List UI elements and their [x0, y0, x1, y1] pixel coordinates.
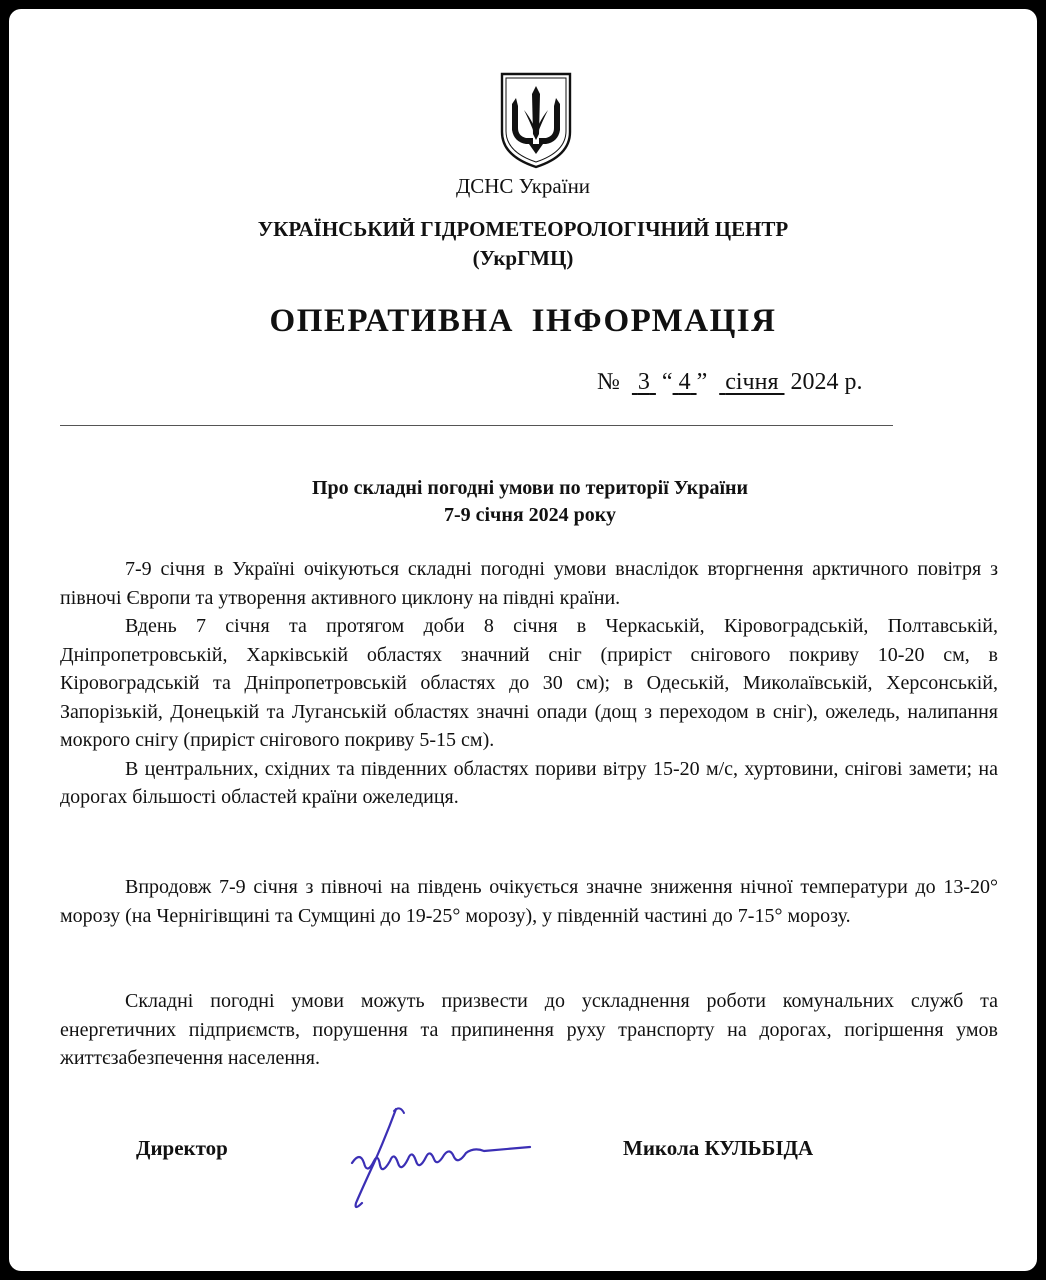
body-paragraph-4: Впродовж 7-9 січня з півночі на південь очікується значне зниження нічної температури до 13-20° морозу (на Чернігівщині та Сумщині до 19-25° морозу), у південній частині до 7-15° морозу.: [60, 876, 998, 927]
document-page: [9, 9, 1037, 1271]
signer-title: Директор: [136, 1136, 228, 1160]
document-title: ОПЕРАТИВНА ІНФОРМАЦІЯ: [269, 303, 777, 339]
document-number-line: № 3 “ 4 ” січня 2024 р.: [597, 369, 863, 395]
document-year: 2024 р.: [790, 369, 863, 395]
signer-name: Микола КУЛЬБІДА: [623, 1136, 814, 1160]
organization-block: [9, 215, 1037, 273]
subject-line-1: Про складні погодні умови по території України: [311, 477, 749, 499]
body-section-1: [60, 555, 998, 812]
body-section-3: [60, 987, 998, 1073]
header-divider: [60, 425, 893, 426]
body-paragraph-3: В центральних, східних та південних областях пориви вітру 15-20 м/с, хуртовини, снігові замети; на дорогах більшості областей країни ожеледиця.: [60, 757, 998, 808]
body-paragraph-5: Складні погодні умови можуть призвести до ускладнення роботи комунальних служб та енергетичних підприємств, порушення та припинення руху транспорту на дорогах, погіршення умов життєзабезпечення населення.: [60, 990, 998, 1069]
organization-name: УКРАЇНСЬКИЙ ГІДРОМЕТЕОРОЛОГІЧНИЙ ЦЕНТР: [257, 217, 789, 241]
body-section-2: [60, 873, 998, 930]
document-month: січня: [725, 369, 779, 395]
organization-abbreviation: (УкрГМЦ): [472, 246, 574, 270]
body-paragraph-2: Вдень 7 січня та протягом доби 8 січня в Черкаській, Кіровоградській, Полтавській, Дніпропетровській, Харківській областях значний сніг (приріст снігового покриву 10-20 см, в Кіровоградській та Дніпропетровській областях до 30 см); в Одеській, Миколаївській, Херсонській, Запорізькій, Донецькій та Луганській областях значні опади (дощ з переходом в сніг), ожеледь, налипання мокрого снігу (приріст снігового покриву 5-15 см).: [60, 615, 998, 751]
document-number: 3: [637, 369, 650, 395]
subject-line-2: 7-9 січня 2024 року: [443, 504, 617, 526]
number-sign: №: [597, 369, 620, 395]
handwritten-signature: [334, 1091, 544, 1216]
agency-name: ДСНС України: [455, 174, 591, 198]
document-subject: [9, 475, 1037, 529]
document-day: 4: [678, 369, 691, 395]
trident-coat-of-arms-icon: [496, 68, 576, 170]
body-paragraph-1: 7-9 січня в Україні очікуються складні погодні умови внаслідок вторгнення арктичного повітря з півночі Європи та утворення активного циклону на півдні країни.: [60, 558, 998, 609]
